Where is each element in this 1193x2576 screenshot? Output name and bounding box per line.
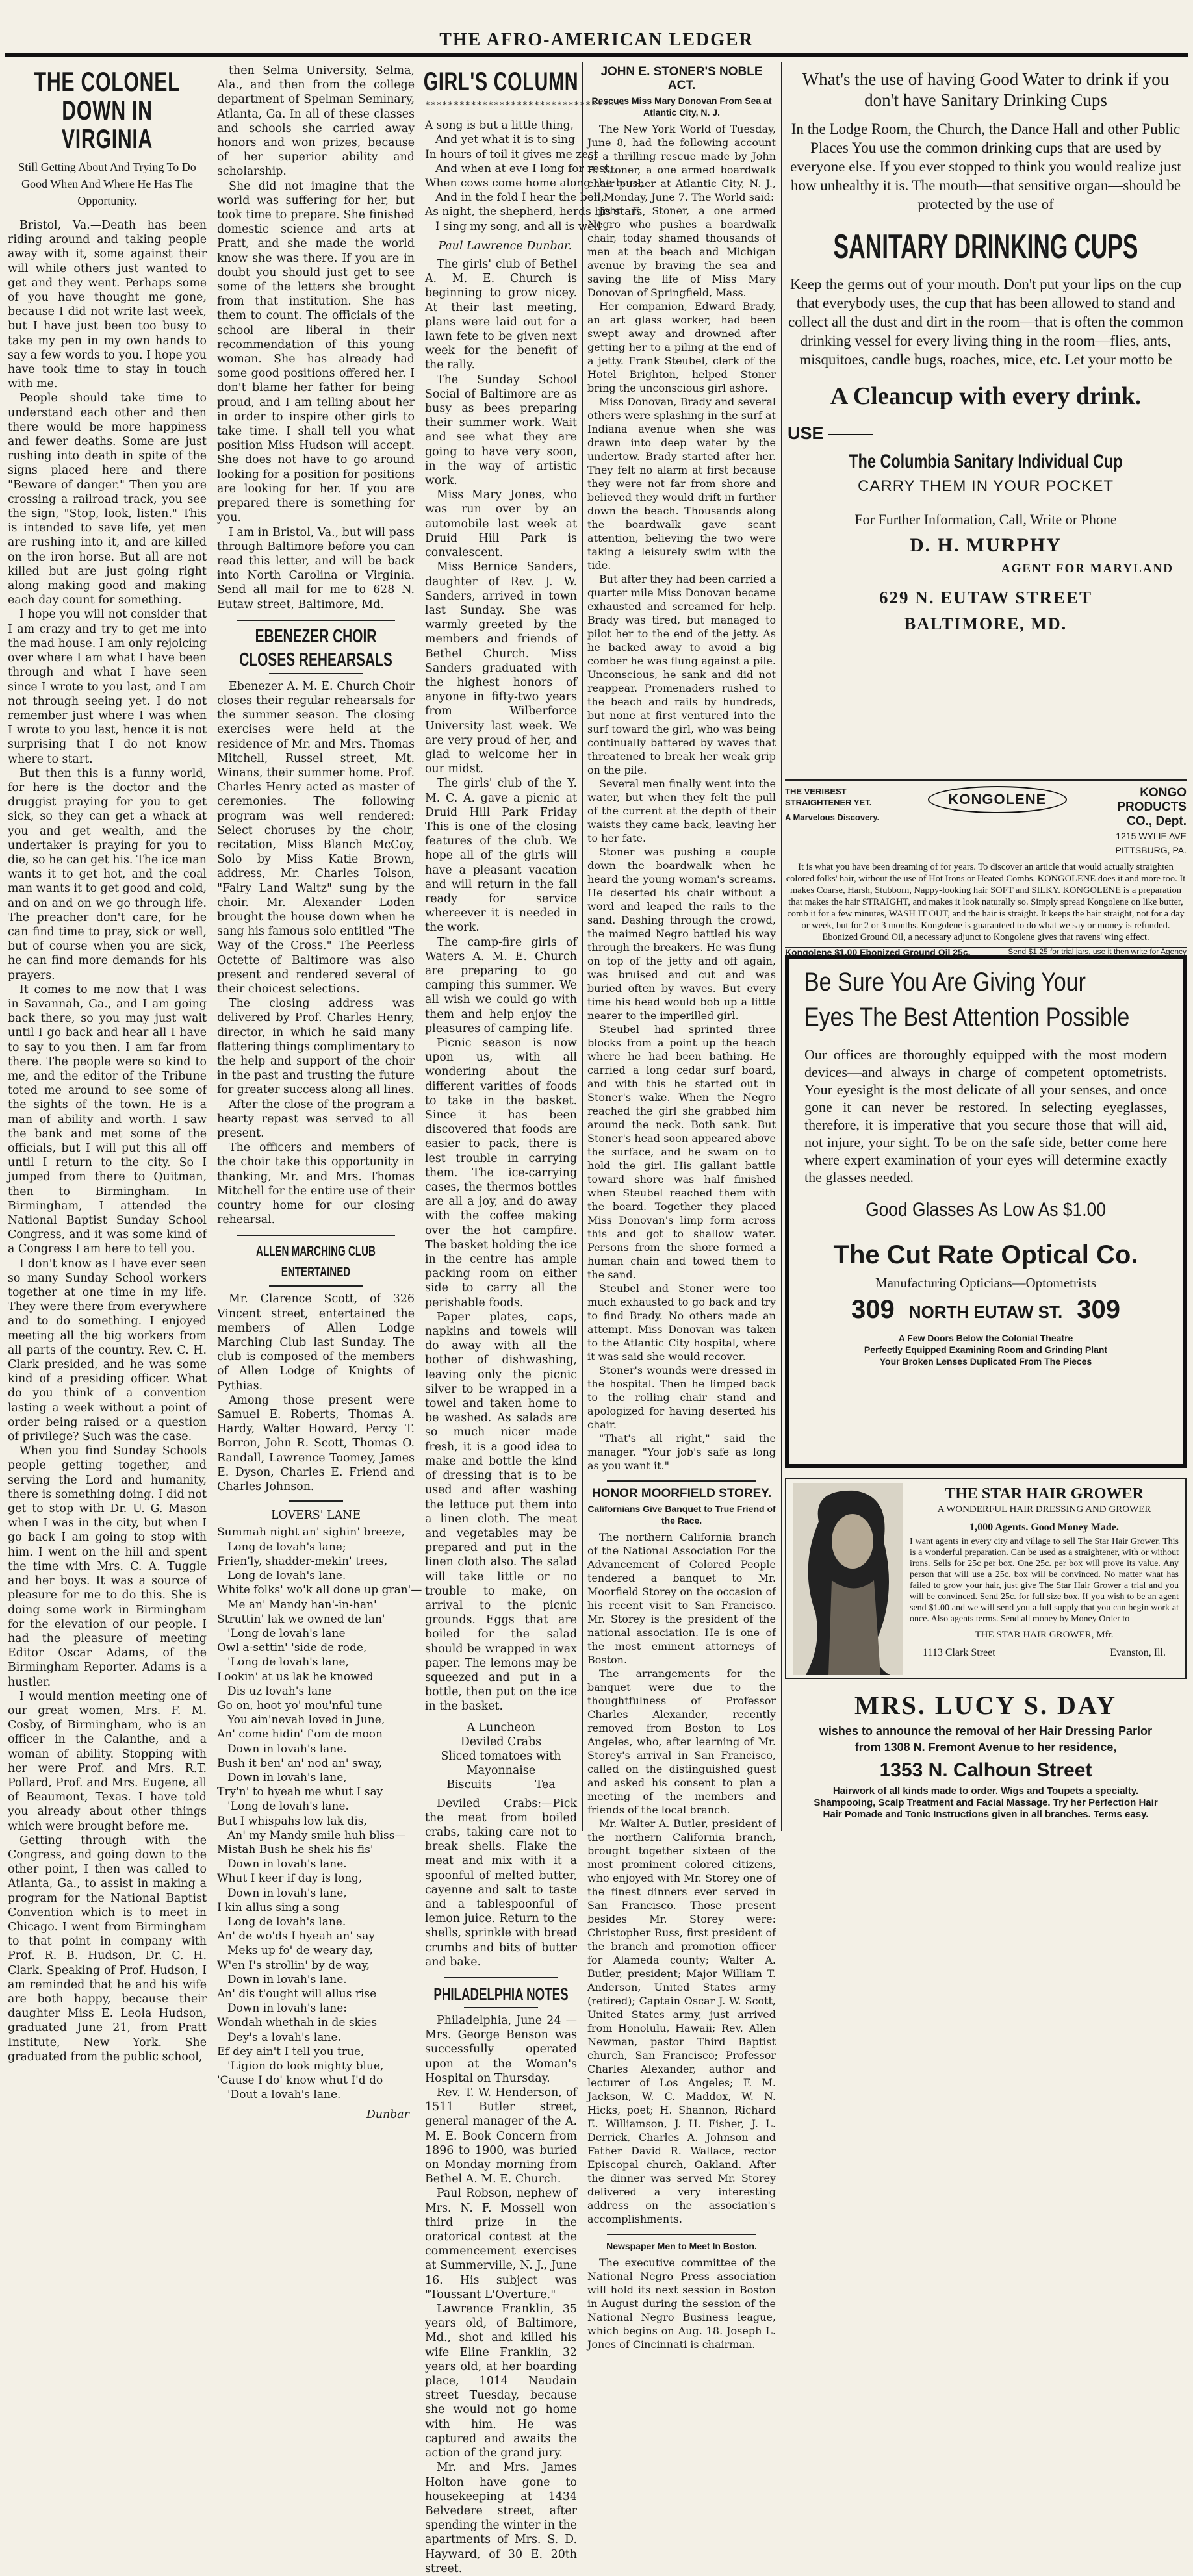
paragraph: I am in Bristol, Va., but will pass through Baltimore before you can read this letter, and will be back into North Carolina or Virginia. Send all mail for me to 628 N. Eutaw street, Baltimore, Md. — [217, 525, 415, 611]
cups-ad-body: In the Lodge Room, the Church, the Dance Hall and other Public Places You use the common drinking cups that are used by everyone else. If you ever stopped to think you would realize just how unhealthy it is. The mouth—that sensitive organ—should be protected by the use of — [790, 121, 1181, 212]
poem-line: Meks up fo' de weary day, — [227, 1944, 373, 1958]
ad-star-hair — [785, 1478, 1187, 1679]
lucy-day-name: MRS. LUCY S. DAY — [854, 1691, 1117, 1720]
luncheon-line: Sliced tomatoes with Mayonnaise — [441, 1749, 561, 1778]
storey-headline: HONOR MOORFIELD STOREY. — [591, 1487, 772, 1500]
kongolene-left-2: STRAIGHTENER YET. — [785, 798, 872, 807]
section-rule — [269, 673, 363, 674]
section-rule — [269, 1285, 363, 1287]
optical-address — [804, 1295, 1167, 1324]
kongolene-body: It is what you have been dreaming of for years. To discover an article that would actually straighten colored folks' hair, without the use of Hot Irons or Heated Combs. KONGOLENE does it and more too. It makes Coarse, Harsh, Stubborn, Nappy-looking hair SOFT and SILKY. KONGOLENE is a preparation that makes the hair STRAIGHT, and makes it look naturally so. Simply spread Kongolene on like butter, comb it for a few minutes, WASH IT OUT, and the hair is straight. It keeps the hair straight, not for a day or week, but for 2 or 3 months. Kongolene is guaranteed to do what we say or money is refunded. Ebonized Ground Oil, a necessary adjunct to Kongolene gives that ravens' wing effect. — [786, 862, 1186, 942]
paragraph: I hope you will not consider that I am crazy and try to get me into the mad house. I am only rejoicing over where I am what I have been through and what I have seen since I wrote to you last, and I am not through seeing yet. I do not remember just where I was when I wrote to you last, hence it is not surprising that I do not know where to start. — [8, 608, 207, 766]
ad-sanitary-cups — [785, 65, 1187, 773]
poem-line: As night, the shepherd, herds his stars, — [425, 205, 646, 219]
stoner-headline: JOHN E. STONER'S NOBLE ACT. — [600, 65, 763, 92]
column-colonel — [3, 64, 212, 2064]
kongolene-left — [785, 786, 879, 823]
poem-line: But I whispahs low lak dis, — [217, 1814, 367, 1828]
ad-kongolene — [785, 779, 1187, 957]
cups-ad-use — [788, 423, 1184, 444]
cups-ad-agent: D. H. MURPHY — [910, 535, 1062, 556]
luncheon-items — [425, 1778, 577, 1792]
cups-ad-street: 629 N. EUTAW STREET — [879, 588, 1093, 607]
kongolene-price: Kongolene $1.00 Ebonized Ground Oil 25c. — [785, 947, 971, 957]
column-two — [212, 64, 422, 2121]
paragraph: Paul Robson, nephew of Mrs. N. F. Mossell won third prize in the oratorical contest at the commencement exercises at Summerville, N. J., June 16. His subject was "Toussant L'Overture." — [425, 2187, 577, 2301]
kongolene-badge: KONGOLENE — [928, 786, 1067, 813]
optical-manufacturing: Manufacturing Opticians—Optometrists — [875, 1275, 1097, 1291]
storey-deck: Californians Give Banquet to True Friend of the Race. — [587, 1504, 776, 1526]
paragraph: The officers and members of the choir take this opportunity in thanking, Mr. and Mrs. Thomas Mitchell for the entire use of their country home for our closing rehearsal. — [217, 1141, 415, 1227]
lucy-day-announce: wishes to announce the removal of her Hair Dressing Parlor — [819, 1724, 1153, 1737]
newspaper-name: THE AFRO-AMERICAN LEDGER — [439, 30, 754, 50]
paragraph: But then this is a funny world, for here is the doctor and the druggist praying for you to get sick, so they can get a whack at you and get wealth, and the undertaker is praying for you to die, so he can get his. The ice man wants it to get hot, and the coal man wants it to get good and cold, and on and on we go through life. The preacher don't care, for he can find time to pray, sick or well, but of course when you are sick, he can find more demands for his prayers. — [8, 766, 207, 982]
optical-small-3: Your Broken Lenses Duplicated From The Pieces — [879, 1356, 1092, 1367]
cups-ad-body-2: Keep the germs out of your mouth. Don't put your lips on the cup that everybody uses, the cup that has been allowed to stand and collect all the dust and dirt in the room—that is often the common drinking vessel for every living thing in the room—flies, ants, misquitoes, candle bugs, roaches, mice, etc. Let your motto be — [788, 276, 1184, 368]
poem-line: Mistah Bush he shek his fis' — [217, 1843, 374, 1856]
ebenezer-subheadline: CLOSES REHEARSALS — [239, 649, 392, 670]
kongolene-right-1: KONGO — [1140, 786, 1187, 800]
paragraph: Rev. T. W. Henderson, of 1511 Butler street, general manager of the A. M. E. Book Concern from 1896 to 1900, was buried on Monday morning from Bethel A. M. E. Church. — [425, 2086, 577, 2186]
colonel-deck: Still Getting About And Trying To Do Good When And Where He Has The Opportunity. — [18, 160, 196, 207]
poem-line: Owl a-settin' 'side de rode, — [217, 1641, 367, 1655]
paragraph: Mr. and Mrs. James Holton have gone to housekeeping at 1434 Belvedere street, after spending the winter in the apartments of Mrs. S. D. Hayward, of 30 E. 20th street. — [425, 2461, 577, 2575]
girls-column-headline: GIRL'S COLUMN — [423, 68, 579, 96]
optical-number: 309 — [1077, 1295, 1120, 1324]
poem-line: 'Cause I do' know whut I'd do — [217, 2074, 383, 2088]
poem-line: An' de wo'ds I hyeah an' say — [217, 1930, 375, 1943]
paragraph: Several men finally went into the water, but when they felt the pull of the current at the depth of their waists they came back, leaving her to her fate. — [587, 777, 776, 844]
poem-line: 'Ligion do look mighty blue, — [227, 2060, 384, 2073]
luncheon-item: Tea — [535, 1778, 556, 1792]
colonel-headline: THE COLONEL DOWN IN VIRGINIA — [34, 66, 181, 154]
use-label: USE — [788, 423, 824, 443]
stars-ornament: *********************************** — [425, 101, 626, 110]
girls-column-body — [425, 257, 577, 1714]
optical-price: Good Glasses As Low As $1.00 — [866, 1199, 1106, 1220]
poem-line: Long de lovah's lane. — [227, 1569, 346, 1583]
boston-headline: Newspaper Men to Meet In Boston. — [606, 2241, 757, 2251]
lovers-lane-title: LOVERS' LANE — [270, 1509, 361, 1522]
paragraph: People should take time to understand each other and then there would be more happiness and fewer deaths. Some are just rushing into death in spite of the signs placed here and there "Beware of danger." Then you are crossing a railroad track, you see the sign, "Stop, look, listen." This is intended to save life, yet men are rushing into it, and are killed on the iron horse. But all are not killed but are just going right along making good and making each day count for something. — [8, 392, 207, 607]
poem-line: A song is but a little thing, — [425, 119, 574, 133]
ad-lucy-day — [785, 1689, 1187, 1832]
allen-body — [217, 1292, 415, 1494]
column-stoner — [582, 64, 781, 2351]
kongolene-address: 1215 WYLIE AVE — [1116, 831, 1187, 841]
poem-line: Try'n' to hyeah me whut I say — [217, 1786, 383, 1799]
section-rule — [464, 2007, 538, 2008]
poem-line: Struttin' lak we owned de lan' — [217, 1612, 385, 1626]
luncheon-subtitle: Deviled Crabs — [460, 1735, 542, 1749]
paragraph: The Sunday School Social of Baltimore are as busy as bees preparing their summer work. Wait and see what they are going to have very soon, in the way of artistic work. — [425, 373, 577, 488]
song-author: Paul Lawrence Dunbar. — [438, 239, 572, 253]
poem-line: When cows come home along the bars, — [425, 177, 644, 190]
masthead — [0, 0, 1193, 52]
cups-ad-info: For Further Information, Call, Write or Phone — [854, 511, 1117, 527]
poem-line: W'en I's strollin' by de way, — [217, 1958, 370, 1972]
paragraph: She did not imagine that the world was suffering for her, but took time to prepare. She finished domestic science and arts at Pratt, and she made the world know she was there. If you are in doubt you should just get to see some of the letters she brought from that institution. She has them to count. The officials of the school are liberal in their recommendation of this young woman. She has already had some good positions offered her. I don't blame her father for being proud, and I am telling about her in order to inspire other girls to take time. I shall tell you what position Miss Hudson will accept. She does not have to go around looking for a position for positions are looking for her. If you are prepared there is something for you. — [217, 179, 415, 525]
poem-line: Lookin' at us lak he knowed — [217, 1670, 374, 1684]
kongolene-city: PITTSBURG, PA. — [1115, 845, 1187, 855]
poem-line: 'Long de lovah's lane, — [227, 1656, 349, 1669]
poem-line: An' dis t'ought will allus rise — [217, 1987, 377, 2001]
paragraph: Ebenezer A. M. E. Church Choir closes their regular rehearsals for the summer season. The closing exercises were held at the residence of Mr. and Mrs. Thomas Mitchell, Russel street, Mt. Winans, their summer home. Prof. Charles Henry acted as master of ceremonies. The following program was well rendered: Select choruses by the choir, recitation, Miss Blanch McCoy, Solo by Miss Katie Brown, address, Mr. Charles Tolson, "Fairy Land Waltz" sung by the choir. Mr. Alexander Loden brought the house down when he sang his famous solo entitled "The Way of the Cross." The Peerless Octette of Baltimore was also present and rendered several of their choicest selections. — [217, 679, 415, 996]
paragraph: Stoner was pushing a couple down the boardwalk when he heard the young woman's screams. He deserted his chair without a word and leaped the rails to the sand. Dashing through the crowd, the maimed Negro battled his way through the breakers. He was flung on top of the jetty and off again, was bruised and cut and was buried often by waves. But every time his head would bob up a little nearer to the imperilled girl. — [587, 846, 776, 1022]
colonel-body — [8, 218, 207, 2064]
poem-line: In hours of toil it gives me zest — [425, 147, 598, 161]
poem-line: I kin allus sing a song — [217, 1900, 340, 1914]
paragraph: Miss Bernice Sanders, daughter of Rev. J. W. Sanders, arrived in town last Sunday. She was warmly greeted by the members and friends of Bethel Church. Miss Sanders graduated with the highest honors of anyone in fifty-two years from Wilberforce University last week. We are very proud of her, and glad to welcome her in our midst. — [425, 561, 577, 776]
paragraph: The New York World of Tuesday, June 8, had the following account of a thrilling rescue made by John E. Stoner, a one armed boardwalk chair pusher at Atlantic City, N. J., on Monday, June 7. The World said: — [587, 123, 776, 203]
ebenezer-headline: EBENEZER CHOIR — [255, 625, 377, 647]
lovers-lane-author: Dunbar — [366, 2108, 409, 2121]
paragraph: The arrangements for the banquet were due to the thoughtfulness of Professor Charles Alexander, recently removed from Boston to Los Angeles, who, after learning of Mr. Storey's arrival in San Francisco, called on the distinguished guest and asked his consent to plan a meeting of the members and friends of the local branch. — [587, 1667, 776, 1816]
stoner-deck: Rescues Miss Mary Donovan From Sea at Atlantic City, N. J. — [591, 95, 772, 118]
cups-ad-pocket: CARRY THEM IN YOUR POCKET — [858, 477, 1114, 495]
luncheon-title: A Luncheon — [467, 1721, 535, 1734]
poem-line: And yet what it is to sing — [435, 133, 575, 147]
poem-line: An' my Mandy smile huh bliss— — [227, 1828, 406, 1842]
poem-line: Me an' Mandy han'-in-han' — [227, 1598, 377, 1611]
lucy-day-line-1: Hairwork of all kinds made to order. Wigs and Toupets a specialty. — [832, 1786, 1139, 1797]
hair-grower-company: THE STAR HAIR GROWER, Mfr. — [975, 1630, 1114, 1640]
cups-ad-title: What's the use of having Good Water to drink if you don't have Sanitary Drinking Cups — [802, 69, 1170, 110]
section-rule — [237, 620, 395, 621]
paragraph: It comes to me now that I was in Savannah, Ga., and I am going back there, so you may just wait until I go back and hear all I have to say to you then. I am far from there. The people were so kind to me, and the editor of the Tribune toted me around to see some of the sights of the town. He is a man of ability and worth. I saw the bank and met some of the officials, but I will put this all off until I return to the city. So I jumped from there to Quitman, then to Birmingham. In Birmingham, I attended the National Baptist Sunday School Congress, and it was some kind of a Congress I am here to tell you. — [8, 983, 207, 1256]
cups-ad-product: The Columbia Sanitary Individual Cup — [849, 451, 1123, 472]
paragraph: Lawrence Franklin, 35 years old, of Baltimore, Md., shot and killed his wife Eline Franklin, 32 years old, at her boarding place, 1014 Naudain street Tuesday, because she would not go home with him. He was captured and awaits the action of the grand jury. — [425, 2303, 577, 2460]
song-poem — [425, 118, 646, 234]
paragraph: then Selma University, Selma, Ala., and then from the college department of Spelman Seminary, Atlanta, Ga. In all of these classes and schools she carried away honors and won prizes, because of her superior ability and scholarship. — [217, 64, 415, 179]
optical-headline-2: Eyes The Best Attention Possible — [804, 1003, 1130, 1031]
paragraph: Picnic season is now upon us, with all wondering about the different varities of foods to take in the basket. Since it has been discovered that foods are easier to pack, there is lest trouble in carrying them. The ice-carrying cases, the thermos bottles are all a joy, and do away with the coffee making over the hot campfire. The basket holding the ice in the centre has ample packing room on either side to carry all the perishable foods. — [425, 1037, 577, 1309]
paragraph: Getting through with the Congress, and going down to the other point, I then was called to Atlanta, Ga., to assist in making a program for the National Baptist Convention which is to meet in Chicago. I went from Birmingham to that point in company with Prof. R. B. Hudson, Dr. C. H. Clark. Speaking of Prof. Hudson, I am reminded that he and his wife are both happy, because their daughter Miss E. Leola Hudson, graduated June 21, from Pratt Institute, New York. She graduated from the public school, — [8, 1834, 207, 2064]
optical-company: The Cut Rate Optical Co. — [833, 1241, 1138, 1269]
paragraph: I don't know as I have ever seen so many Sunday School workers together at one time in my life. They were there from everywhere and to do something. I enjoyed meeting all the big workers from all parts of the country. Rev. C. H. Clark presided, and he was some kind of a presiding officer. What do you think of a convention lasting a week without a point of order being raised or a question of privilege? Such was the case. — [8, 1257, 207, 1444]
poem-line: Down in lovah's lane, — [227, 1886, 347, 1900]
poem-line: 'Long de lovah's lane — [227, 1626, 346, 1640]
lucy-day-line-3: Hair Pomade and Tonic Instructions given in all branches. Terms easy. — [823, 1809, 1149, 1820]
hair-grower-town: Evanston, Ill. — [1110, 1647, 1166, 1658]
philadelphia-body — [425, 2014, 577, 2576]
stoner-body — [587, 122, 776, 1472]
section-rule — [607, 2234, 756, 2235]
poem-line: Ef dey ain't I tell you true, — [217, 2045, 365, 2058]
hair-grower-subtitle: A WONDERFUL HAIR DRESSING AND GROWER — [937, 1504, 1151, 1515]
paragraph: The girls' club of the Y. M. C. A. gave a picnic at Druid Hill Park Friday This is one of the closing features of the club. We hope all of the girls will have a pleasant vacation and will return in the fall ready for service whereever it is needed in the work. — [425, 777, 577, 935]
column-rule — [781, 62, 782, 1831]
poem-line: Down in lovah's lane. — [227, 1858, 347, 1871]
paragraph: The closing address was delivered by Prof. Charles Henry, director, in which he said many flattering things complimentary to the help and support of the choir in the past and trusting the future for greater success along all lines. — [217, 997, 415, 1097]
lucy-day-street: 1353 N. Calhoun Street — [879, 1760, 1092, 1781]
paragraph: Bristol, Va.—Death has been riding around and taking people away with it, some against their will while others just wanted to get and they went. Perhaps some of you have thought me gone, because I did not write last week, but I have just been too busy to take my pen in my own hands to say a few words to you. I hope you have took time to stay in touch with me. — [8, 219, 207, 391]
poem-line: And in the fold I hear the bell, — [435, 191, 605, 205]
allen-headline: ALLEN MARCHING CLUB ENTERTAINED — [256, 1244, 376, 1280]
column-girls — [420, 64, 646, 2575]
paragraph: Stoner's wounds were dressed in the hospital. Then he limped back to the rolling chair stand and apologized for having deserted his chair. — [587, 1364, 776, 1431]
masthead-rule — [5, 53, 1188, 57]
poem-line: Down in lovah's lane, — [227, 1771, 347, 1784]
paragraph: The girls' club of Bethel A. M. E. Church is beginning to grow nicey. At their last meeting, plans were laid out for a lawn fete to be given next week for the benefit of the rally. — [425, 258, 577, 372]
hair-grower-body: I want agents in every city and village to sell The Star Hair Grower. This is a wonderful preparation. Can be used as a straightener, with or without irons. Sells for 25c per box. One 25c. per box will prove its value. Any person that will use a 25c. box will be convinced. No matter what has failed to grow your hair, just give The Star Hair Grower a trial and you will be convinced. Send 25c. for full size box. If you wish to be an agent send $1.00 and we will send you a full supply that you can begin work at once. Also agents terms. Send all money by Money Order to — [910, 1537, 1179, 1624]
optical-text: Our offices are thoroughly equipped with the most modern devices—and always in charge of competent optometrists. Your eyesight is the most delicate of all your senses, and once gone it can never be restored. In selecting eyeglasses, therefore, it is imperative that you secure those that will aid, not injure, your sight. To be on the safe side, better come here where expert examination of your eyes will determine exactly the glasses needed. — [804, 1046, 1167, 1185]
storey-body — [587, 1530, 776, 2226]
optical-number: 309 — [851, 1295, 895, 1324]
poem-line: Long de lovah's lane; — [227, 1540, 346, 1554]
cups-ad-city: BALTIMORE, MD. — [904, 614, 1068, 633]
cups-ad-headline: SANITARY DRINKING CUPS — [833, 228, 1138, 266]
poem-line: Wondah whethah in de skies — [217, 2016, 378, 2030]
poem-line: Long de lovah's lane. — [227, 1915, 346, 1928]
paragraph: Mr. Clarence Scott, of 326 Vincent street, entertained the members of Allen Lodge Marching Club last Sunday. The club is composed of the members of Allen Lodge of Knights of Pythias. — [217, 1293, 415, 1393]
poem-line: Frien'ly, shadder-mekin' trees, — [217, 1554, 388, 1568]
poem-line: Dey's a lovah's lane. — [227, 2030, 341, 2044]
kongolene-left-1: THE VERIBEST — [785, 787, 847, 796]
cups-ad-motto: A Cleancup with every drink. — [830, 383, 1142, 410]
paragraph: The northern California branch of the National Association For the Advancement of Colored People tendered a banquet to Mr. Moorfield Storey on the occasion of his recent visit to San Francisco. Mr. Storey is the president of the national association. He is one of the most eminent attorneys of Boston. — [587, 1531, 776, 1666]
boston-body: The executive committee of the National Negro Press association will hold its next session in Boston in August during the session of the National Negro Business league, which begins on Aug. 18. Joseph L. Jones of Cincinnati is chairman. — [587, 2256, 776, 2351]
kongolene-company — [1116, 786, 1187, 857]
paragraph: Philadelphia, June 24 — Mrs. George Benson was successfully operated upon at the Woman's Hospital on Thursday. — [425, 2014, 577, 2085]
poem-line: Down in lovah's lane. — [227, 1742, 347, 1756]
lucy-day-line-2: Shampooing, Scalp Treatment and Facial Massage. Try her Perfection Hair — [814, 1797, 1158, 1808]
paragraph: Among those present were Samuel E. Roberts, Thomas A. Hardy, Walter Howard, Percy T. Borron, John R. Scott, Thomas O. Randall, Lawrence Toomey, James E. Dyson, Charles E. Friend and Charles Johnson. — [217, 1393, 415, 1494]
paragraph: John E. Stoner, a one armed Negro who pushes a boardwalk chair, today shamed thousands of men at the beach and Michigan avenue by braving the sea and saving the life of Miss Mary Donovan of Springfield, Mass. — [587, 205, 776, 299]
paragraph: But after they had been carried a quarter mile Miss Donovan became exhausted and screamed for help. Brady was tired, but managed to pilot her to the end of the jetty. As he backed away to avoid a big comber he was flung against a pile. Unconscious, he sank and did not reappear. Promenaders rushed to the beach and rails by hundreds, but none at first ventured into the surf toward the girl, who was being continually battered by waves that threatened to break her weak grip on the pile. — [587, 573, 776, 776]
poem-line: Down in lovah's lane: — [227, 2002, 348, 2015]
paragraph: Steubel had sprinted three blocks from a point up the beach where he had been bathing. He carried a long cedar surf board, and with this he started out in Stoner's wake. When the Negro reached the girl she grabbed him around the neck. Both sank. But Stoner's head soon appeared above the surface, and he swam on to hold the girl. His gallant battle toward shore was half finished when Steubel reached them with the board. Together they placed Miss Donovan's limp form across this and got to shallow water. Persons from the shore formed a human chain and towed them to the sand. — [587, 1023, 776, 1281]
paragraph: Paper plates, caps, napkins and towels will do away with all the bother of dishwashing, leaving only the picnic silver to be wrapped in a towel and taken home to be washed. As salads are so much nicer made fresh, it is a good idea to make and bottle the kind of dressing that is to be used and after washing the lettuce put them into a linen cloth. The meat and vegetables may be prepared and put in the linen cloth also. The salad will take little or no trouble to make, on arrival to the picnic grounds. Eggs that are boiled for the salad should be wrapped in wax paper. The lemons may be squeezed and put in a bottle, then put on the ice in the basket. — [425, 1310, 577, 1713]
cups-ad-agent-of: AGENT FOR MARYLAND — [1001, 562, 1174, 575]
paragraph: Miss Donovan, Brady and several others were splashing in the surf at Indiana avenue when she was drawn into deep water by the undertow. Brady started after her. They felt no alarm at first because they were not far from shore and believed they would drift in further down the beach. Thousands along the boardwalk gave scant attention, believing the two were taking a leisurely swim with the tide. — [587, 396, 776, 572]
arrow-icon — [828, 434, 873, 435]
paragraph: Steubel and Stoner were too much exhausted to go back and try to find Brady. No others made an attempt. Miss Donovan was taken to the Atlantic City hospital, where it was said she would recover. — [587, 1282, 776, 1363]
poem-line: You ain'nevah loved in June, — [227, 1713, 385, 1727]
paragraph: I would mention meeting one of our great women, Mrs. F. M. Cosby, of Birmingham, who is an officer in the Calanthe, and a woman of ability. Stopping with her were Prof. and Mrs. R.T. Pollard, Prof. and Mrs. Eugene, all of Beaumont, Texas. I have told you already about other things which were brought before me. — [8, 1689, 207, 1833]
hair-grower-title: THE STAR HAIR GROWER — [945, 1485, 1144, 1502]
poem-line: Down in lovah's lane. — [227, 1973, 347, 1986]
paragraph: The camp-fire girls of Waters A. M. E. Church are preparing to go camping this summer. We all wish we could go with them and help enjoy the pleasures of camping life. — [425, 935, 577, 1035]
paragraph: "That's all right," said the manager. "Your job's safe as long as you want it." — [587, 1432, 776, 1472]
poem-line: I sing my song, and all is well — [435, 220, 602, 233]
philadelphia-headline: PHILADELPHIA NOTES — [433, 1984, 569, 2004]
optical-small-2: Perfectly Equipped Examining Room and Grinding Plant — [864, 1345, 1108, 1355]
poem-line: Whut I keer if day is long, — [217, 1872, 363, 1886]
kongolene-right-3: CO., Dept. — [1127, 814, 1187, 828]
poem-line: Go on, hoot yo' mou'nful tune — [217, 1698, 383, 1712]
kongolene-trial: Send $1.25 for trial jars, use it then write for Agency — [1008, 947, 1187, 956]
paragraph: When you find Sunday Schools people getting together, and serving the Lord and humanity, there is something doing. I did not get to stop with Dr. U. G. Mason when I was in the city, but when I go back I am going to stop with him. I went on the hill and spent the time with Mrs. C. A. Tuggle and her boys. It was a source of pleasure for me to do this. She is doing some work in Birmingham for the elevation of our people. I had the pleasure of meeting Editor Oscar Adams, of the Birmingham Reporter. Adams is a hustler. — [8, 1445, 207, 1689]
poem-line: Summah night an' sighin' breeze, — [217, 1526, 405, 1539]
section-rule — [607, 1480, 756, 1482]
optical-street: NORTH EUTAW ST. — [908, 1302, 1063, 1322]
poem-line: Bush it ben' an' nod an' sway, — [217, 1756, 383, 1770]
woman-portrait-icon — [793, 1483, 903, 1675]
ad-optical — [785, 955, 1187, 1468]
paragraph: Miss Mary Jones, who was run over by an automobile last week at Druid Hill Park is convalescent. — [425, 488, 577, 560]
paragraph: Her companion, Edward Brady, an art glass worker, had been swept away and drowned after getting her to a piling at the end of a jetty. Frank Steubel, clerk of the Hotel Brighton, helped Stoner bring the unconscious girl ashore. — [587, 300, 776, 394]
lovers-lane-poem — [217, 1525, 422, 2102]
poem-line: Dis uz lovah's lane — [227, 1684, 332, 1698]
luncheon-item: Biscuits — [446, 1778, 493, 1792]
poem-line: 'Dout a lovah's lane. — [227, 2088, 341, 2102]
hair-grower-agents: 1,000 Agents. Good Money Made. — [969, 1522, 1119, 1533]
ebenezer-body — [217, 679, 415, 1228]
poem-line: And when at eve I long for rest; — [435, 162, 613, 175]
section-rule — [444, 1977, 558, 1978]
section-rule — [237, 1235, 395, 1236]
optical-small-1: A Few Doors Below the Colonial Theatre — [898, 1333, 1073, 1343]
lucy-day-from: from 1308 N. Fremont Avenue to her residence, — [854, 1741, 1117, 1754]
kongolene-left-3: A Marvelous Discovery. — [785, 813, 880, 822]
kongolene-right-2: PRODUCTS — [1117, 800, 1187, 814]
section-rule — [289, 1500, 343, 1502]
poem-line: 'Long de lovah's lane. — [227, 1800, 349, 1813]
deviled-crabs-recipe: Deviled Crabs:—Pick the meat from boiled crabs, taking care not to break shells. Flake the meat and mix with it a spoonful of melted butter, cayenne and salt to taste and a tablespoonful of lemon juice. Return to the shells, sprinkle with bread crumbs and bits of butter and bake. — [425, 1797, 577, 1969]
hair-grower-address: 1113 Clark Street — [923, 1647, 995, 1658]
paragraph: Mr. Walter A. Butler, president of the northern California branch, brought together sixteen of the most prominent colored citizens, who enjoyed with Mr. Storey one of the finest dinners ever served in San Francisco. Those present besides Mr. Storey were: Christopher Russ, first president of the branch and promotion officer for Alameda county; Walter A. Butler, president; Major William T. Anderson, United States army (retired); Captain Oscar J. W. Scott, United States army, just arrived from Honolulu, Hawaii; Rev. Allen Newman, pastor Third Baptist church, San Francisco; Professor Charles Alexander, author and lecturer of Los Angeles; F. M. Jackson, W. C. Maddox, W. N. Hicks, poet; H. Shannon, Richard E. Williamson, J. H. Fisher, J. L. Derrick, Charles A. Johnson and Father David R. Wallace, rector Episcopal church, Oakland. After the dinner was served Mr. Storey delivered a very interesting address on the association's accomplishments. — [587, 1817, 776, 2225]
colonel-continued — [217, 64, 415, 612]
poem-line: An' come hidin' f'om de moon — [217, 1728, 383, 1741]
poem-line: White folks' wo'k all done up gran'— — [217, 1584, 422, 1597]
paragraph: After the close of the program a hearty repast was served to all present. — [217, 1098, 415, 1141]
optical-headline-1: Be Sure You Are Giving Your — [804, 968, 1086, 996]
